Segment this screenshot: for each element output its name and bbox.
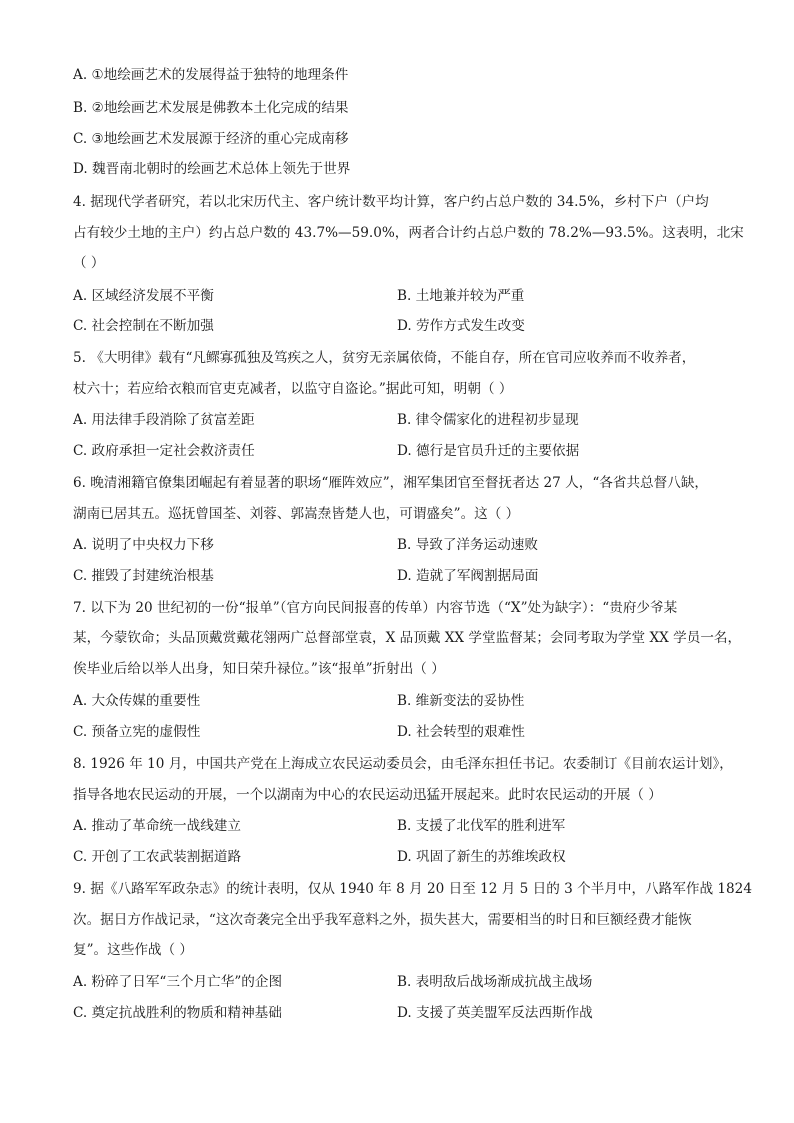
q5-stem-line-1: 5. 《大明律》载有“凡鳏寡孤独及笃疾之人，贫穷无亲属依倚，不能自存，所在官司应收养而不收养者， xyxy=(73,350,696,366)
q8-option-a: A. 推动了革命统一战线建立 xyxy=(73,818,241,834)
q9-stem-line-3: 复”。这些作战（ ） xyxy=(73,942,194,958)
q7-stem-line-1: 7. 以下为 20 世纪初的一份“报单”（官方向民间报喜的传单）内容节选（“X”处为缺字）：“贵府少爷某 xyxy=(73,600,678,616)
q4-stem-line-1: 4. 据现代学者研究，若以北宋历代主、客户统计数平均计算，客户约占总户数的 34.5%，乡村下户（户均 xyxy=(73,194,709,210)
q5-stem-line-2: 杖六十；若应给衣粮而官吏克减者，以监守自盗论。”据此可知，明朝（ ） xyxy=(73,381,513,397)
q9-option-c: C. 奠定抗战胜利的物质和精神基础 xyxy=(73,1005,282,1021)
q8-stem-line-2: 指导各地农民运动的开展，一个以湖南为中心的农民运动迅猛开展起来。此时农民运动的开展（ ） xyxy=(73,787,662,803)
q7-option-a: A. 大众传媒的重要性 xyxy=(73,693,201,709)
q4-stem-line-2: 占有较少土地的主户）约占总户数的 43.7%—59.0%，两者合计约占总户数的 78.2%—93.5%。这表明，北宋 xyxy=(73,225,744,241)
q9-stem-line-2: 次。据日方作战记录，“这次奇袭完全出乎我军意料之外，损失甚大，需要相当的时日和巨额经费才能恢 xyxy=(73,912,692,928)
q8-option-b: B. 支援了北伐军的胜利进军 xyxy=(397,818,566,834)
q8-option-c: C. 开创了工农武装割据道路 xyxy=(73,849,242,865)
q4-option-a: A. 区域经济发展不平衡 xyxy=(73,288,214,304)
q6-option-a: A. 说明了中央权力下移 xyxy=(73,537,214,553)
q7-option-d: D. 社会转型的艰难性 xyxy=(397,724,525,740)
q8-option-d: D. 巩固了新生的苏维埃政权 xyxy=(397,849,566,865)
q5-option-c: C. 政府承担一定社会救济责任 xyxy=(73,443,255,459)
q3-option-a: A. ①地绘画艺术的发展得益于独特的地理条件 xyxy=(73,67,349,83)
q6-option-c: C. 摧毁了封建统治根基 xyxy=(73,568,214,584)
q7-option-b: B. 维新变法的妥协性 xyxy=(397,693,525,709)
q3-option-d: D. 魏晋南北朝时的绘画艺术总体上领先于世界 xyxy=(73,161,351,177)
q8-stem-line-1: 8. 1926 年 10 月，中国共产党在上海成立农民运动委员会，由毛泽东担任书记。农委制订《目前农运计划》， xyxy=(73,756,733,772)
q4-stem-line-3: （ ） xyxy=(73,255,105,271)
q3-option-b: B. ②地绘画艺术发展是佛教本土化完成的结果 xyxy=(73,100,349,116)
q4-option-d: D. 劳作方式发生改变 xyxy=(397,318,525,334)
q9-option-a: A. 粉碎了日军“三个月亡华”的企图 xyxy=(73,974,283,990)
q5-option-a: A. 用法律手段消除了贫富差距 xyxy=(73,412,255,428)
q6-stem-line-1: 6. 晚清湘籍官僚集团崛起有着显著的职场“雁阵效应”，湘军集团官至督抚者达 27 人，“各省共总督八缺， xyxy=(73,475,709,491)
q9-option-b: B. 表明敌后战场渐成抗战主战场 xyxy=(397,974,593,990)
q7-stem-line-3: 俟毕业后给以举人出身，知日荣升禄位。”该“报单”折射出（ ） xyxy=(73,661,445,677)
q6-option-b: B. 导致了洋务运动速败 xyxy=(397,537,538,553)
q9-stem-line-1: 9. 据《八路军军政杂志》的统计表明，仅从 1940 年 8 月 20 日至 12 月 5 日的 3 个半月中，八路军作战 1824 xyxy=(73,881,752,897)
q3-option-c: C. ③地绘画艺术发展源于经济的重心完成南移 xyxy=(73,131,349,147)
q7-stem-line-2: 某，今蒙钦命；头品顶戴赏戴花翎两广总督部堂袁，X 品顶戴 XX 学堂监督某；会同考取为学堂 XX 学员一名， xyxy=(73,630,742,646)
q5-option-b: B. 律令儒家化的进程初步显现 xyxy=(397,412,579,428)
q6-option-d: D. 造就了军阀割据局面 xyxy=(397,568,539,584)
q4-option-b: B. 土地兼并较为严重 xyxy=(397,288,525,304)
q6-stem-line-2: 湖南已居其五。巡抚曾国荃、刘蓉、郭嵩焘皆楚人也，可谓盛矣”。这（ ） xyxy=(73,506,520,522)
q4-option-c: C. 社会控制在不断加强 xyxy=(73,318,214,334)
q7-option-c: C. 预备立宪的虚假性 xyxy=(73,724,201,740)
q9-option-d: D. 支援了英美盟军反法西斯作战 xyxy=(397,1005,593,1021)
q5-option-d: D. 德行是官员升迁的主要依据 xyxy=(397,443,580,459)
